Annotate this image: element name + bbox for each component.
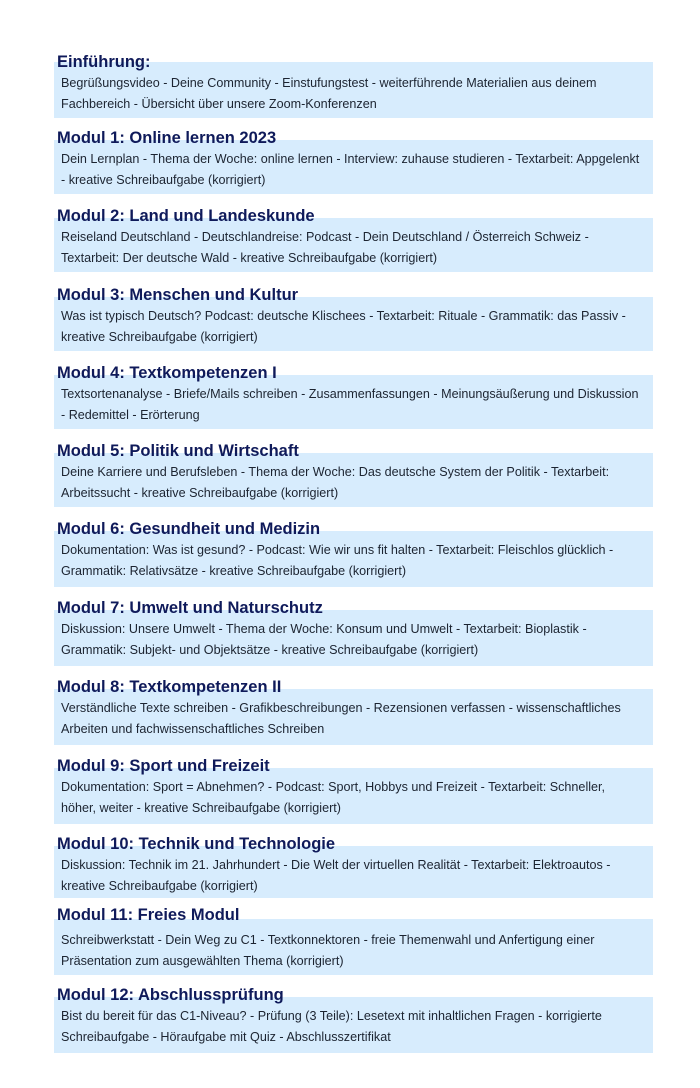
module-8 <box>54 677 653 740</box>
module-title: Modul 1: Online lernen 2023 <box>57 129 277 147</box>
module-description: Diskussion: Technik im 21. Jahrhundert - Die Welt der virtuellen Realität - Textarbeit: Elektroautos - kreative Schreibaufgabe (korrigiert) <box>61 858 611 893</box>
module-4 <box>54 363 653 426</box>
module-7 <box>54 598 653 661</box>
module-title: Modul 8: Textkompetenzen II <box>57 678 282 696</box>
module-2 <box>54 206 653 269</box>
module-1 <box>54 128 653 191</box>
module-title: Modul 6: Gesundheit und Medizin <box>57 520 321 538</box>
module-description: Diskussion: Unsere Umwelt - Thema der Woche: Konsum und Umwelt - Textarbeit: Bioplastik - Grammatik: Subjekt- und Objektsätze - kreative Schreibaufgabe (korrigiert) <box>61 622 587 657</box>
module-title: Modul 4: Textkompetenzen I <box>57 364 277 382</box>
module-description: Reiseland Deutschland - Deutschlandreise: Podcast - Dein Deutschland / Österreich Schweiz - Textarbeit: Der deutsche Wald - kreative Schreibaufgabe (korrigiert) <box>61 230 589 265</box>
module-description: Textsortenanalyse - Briefe/Mails schreiben - Zusammenfassungen - Meinungsäußerung und Diskussion - Redemittel - Erörterung <box>61 387 639 422</box>
module-12 <box>54 985 653 1048</box>
module-title: Modul 10: Technik und Technologie <box>57 835 336 853</box>
module-description: Dokumentation: Was ist gesund? - Podcast: Wie wir uns fit halten - Textarbeit: Fleischlos glücklich - Grammatik: Relativsätze - kreative Schreibaufgabe (korrigiert) <box>61 543 614 578</box>
module-title: Modul 3: Menschen und Kultur <box>57 286 299 304</box>
module-9 <box>54 756 653 819</box>
module-description: Deine Karriere und Berufsleben - Thema der Woche: Das deutsche System der Politik - Textarbeit: Arbeitssucht - kreative Schreibaufgabe (korrigiert) <box>61 465 610 500</box>
module-intro <box>54 52 653 115</box>
module-title: Modul 2: Land und Landeskunde <box>57 207 315 225</box>
module-10 <box>54 834 653 897</box>
module-6 <box>54 519 653 582</box>
module-3 <box>54 285 653 348</box>
module-description: Dein Lernplan - Thema der Woche: online lernen - Interview: zuhause studieren - Textarbeit: Appgelenkt - kreative Schreibaufgabe (korrigiert) <box>61 152 640 187</box>
module-description: Dokumentation: Sport = Abnehmen? - Podcast: Sport, Hobbys und Freizeit - Textarbeit: Schneller, höher, weiter - kreative Schreibaufgabe (korrigiert) <box>61 780 606 815</box>
module-description: Bist du bereit für das C1-Niveau? - Prüfung (3 Teile): Lesetext mit inhaltlichen Fragen - korrigierte Schreibaufgabe - Höraufgabe mit Quiz - Abschlusszertifikat <box>61 1009 602 1044</box>
module-title: Modul 7: Umwelt und Naturschutz <box>57 599 323 617</box>
module-description: Begrüßungsvideo - Deine Community - Einstufungstest - weiterführende Materialien aus deinem Fachbereich - Übersicht über unsere Zoom-Konferenzen <box>61 76 597 111</box>
module-description: Was ist typisch Deutsch? Podcast: deutsche Klischees - Textarbeit: Rituale - Grammatik: das Passiv - kreative Schreibaufgabe (korrigiert) <box>61 309 626 344</box>
module-title: Modul 5: Politik und Wirtschaft <box>57 442 299 460</box>
module-description: Verständliche Texte schreiben - Grafikbeschreibungen - Rezensionen verfassen - wissenschaftliches Arbeiten und fachwissenschaftliches Schreiben <box>61 701 621 736</box>
module-title: Modul 11: Freies Modul <box>57 906 240 924</box>
module-title: Modul 9: Sport und Freizeit <box>57 757 270 775</box>
module-5 <box>54 441 653 504</box>
module-title: Modul 12: Abschlussprüfung <box>57 986 284 1004</box>
module-11 <box>54 905 653 972</box>
module-title: Einführung: <box>57 53 151 71</box>
module-description: Schreibwerkstatt - Dein Weg zu C1 - Textkonnektoren - freie Themenwahl und Anfertigung einer Präsentation zum ausgewählten Thema (korrigiert) <box>61 933 595 968</box>
